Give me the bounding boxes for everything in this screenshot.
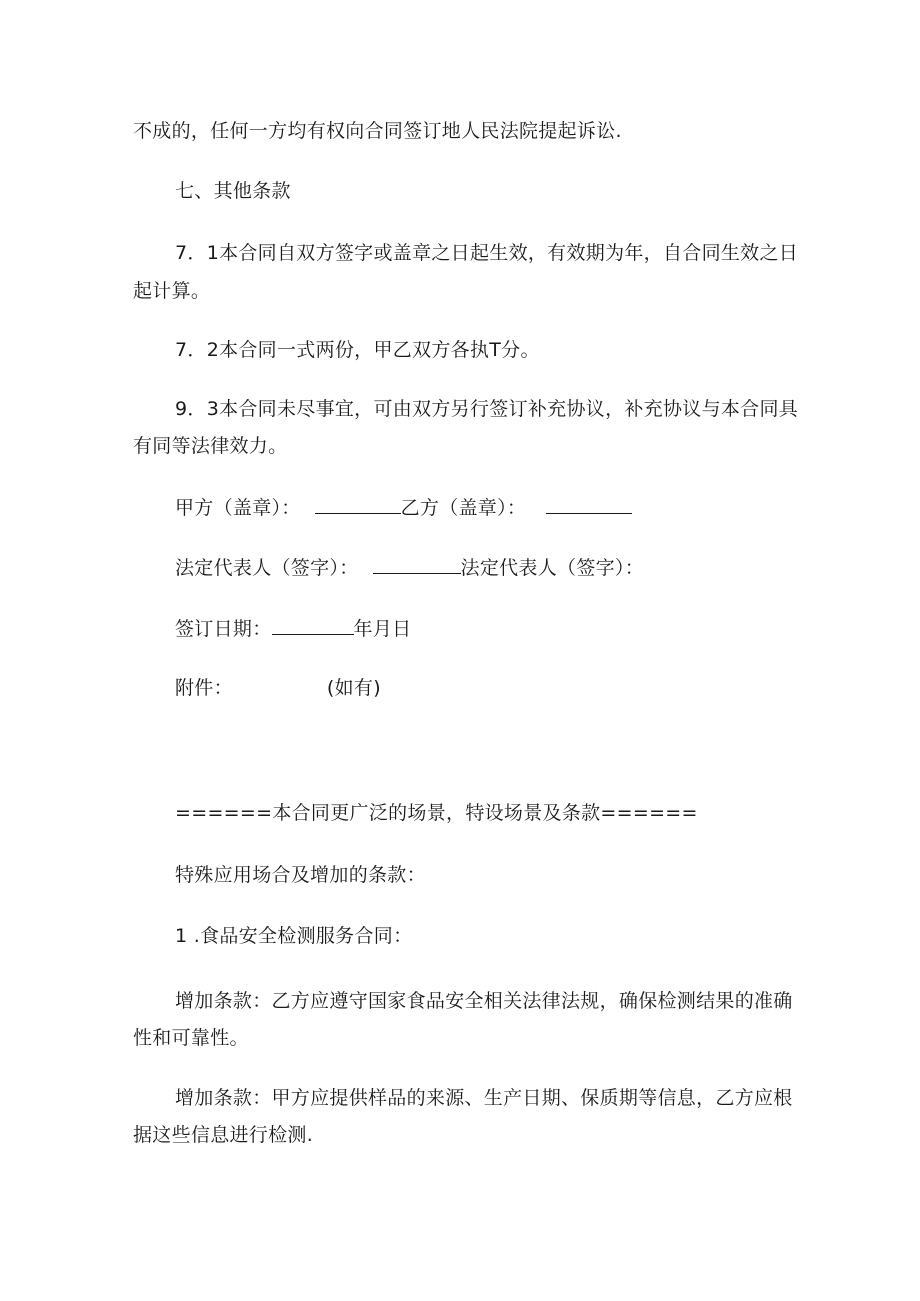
scenario-divider: ======本合同更广泛的场景，特设场景及条款======: [175, 802, 698, 824]
signing-date-suffix: 年月日: [353, 618, 412, 640]
representative-signature-line: [175, 555, 644, 580]
party-b-representative-label: 法定代表人（签字）：: [460, 557, 645, 579]
party-a-seal-blank: [315, 495, 401, 514]
clause-7-1-line-2: 起计算。: [133, 280, 211, 302]
clause-9-3-line-1: 9．3本合同未尽事宜，可由双方另行签订补充协议，补充协议与本合同具: [175, 398, 799, 420]
attachment-note: (如有): [326, 677, 381, 699]
clause-7-1-line-1: 7．1本合同自双方签字或盖章之日起生效，有效期为年，自合同生效之日: [175, 242, 799, 264]
attachment-line: [175, 676, 381, 700]
additional-clause-2-line-1: 增加条款：甲方应提供样品的来源、生产日期、保质期等信息，乙方应根: [175, 1087, 793, 1109]
additional-clause-1-line-2: 性和可靠性。: [133, 1027, 249, 1049]
clause-7-2: 7．2本合同一式两份，甲乙双方各执T分。: [175, 339, 540, 361]
party-b-seal-blank: [546, 495, 632, 514]
signing-date-label: 签订日期：: [175, 618, 272, 640]
party-b-seal-label: 乙方（盖章）：: [400, 497, 527, 519]
section-7-heading: 七、其他条款: [175, 180, 291, 202]
attachment-label: 附件：: [175, 677, 233, 699]
party-a-seal-label: 甲方（盖章）：: [175, 497, 301, 519]
additional-clause-2-line-2: 据这些信息进行检测.: [133, 1124, 314, 1146]
party-a-representative-label: 法定代表人（签字）：: [175, 557, 359, 579]
additional-clause-1-line-1: 增加条款：乙方应遵守国家食品安全相关法律法规，确保检测结果的准确: [175, 990, 793, 1012]
signing-date-blank: [272, 616, 354, 635]
paragraph-continuation: 不成的，任何一方均有权向合同签订地人民法院提起诉讼.: [133, 120, 622, 142]
signing-date-line: [175, 616, 411, 641]
special-applications-heading: 特殊应用场合及增加的条款：: [175, 864, 426, 886]
seal-signature-line: [175, 495, 632, 520]
item-1-title: 1 .食品安全检测服务合同：: [175, 925, 413, 947]
clause-9-3-line-2: 有同等法律效力。: [133, 435, 288, 457]
party-a-representative-blank: [373, 555, 461, 574]
